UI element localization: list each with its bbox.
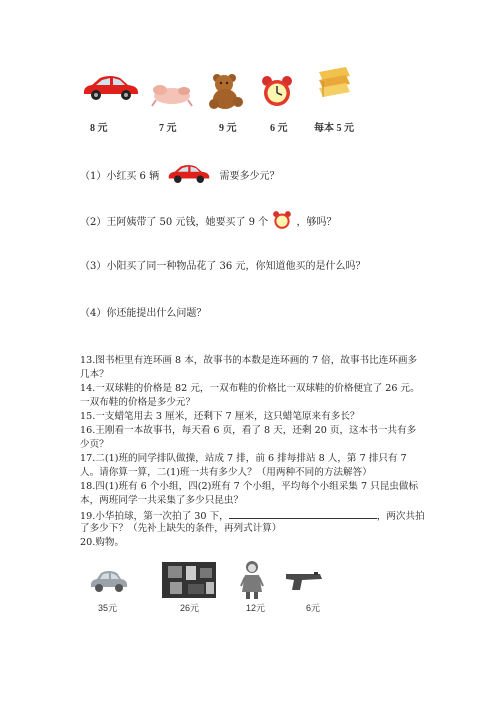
bottom-item-toy-car (88, 568, 130, 596)
books-icon (316, 64, 352, 102)
toy-gun-icon (284, 570, 324, 594)
doll-icon (240, 560, 264, 600)
puzzle-icon (162, 562, 216, 598)
problem-line: 了多少下？（先补上缺失的条件，再列式计算） (80, 523, 282, 534)
question-2-after: ，够吗？ (296, 217, 337, 228)
bottom-item-puzzle (162, 562, 216, 598)
question-2 (80, 210, 337, 235)
alarm-clock-icon (260, 74, 294, 108)
question-1-before: （1）小红买 6 辆 (80, 171, 160, 182)
top-item-toy (150, 80, 194, 108)
question-3: （3）小阳买了同一种物品花了 36 元，你知道他买的是什么吗？ (80, 261, 366, 272)
bottom-item-doll (240, 560, 264, 600)
problem-line: 18.四(1)班有 6 个小组，四(2)班有 7 个小组，平均每个小组采集 7 只昆虫做标 (80, 481, 419, 492)
problem-line: 人。请你算一算，二(1)班一共有多少人？（用两种不同的方法解答） (80, 467, 372, 478)
top-price-toy: 7 元 (159, 123, 177, 134)
top-price-clock: 6 元 (270, 123, 288, 134)
toy-icon (150, 80, 194, 108)
question-2-before: （2）王阿姨带了 50 元钱，她要买了 9 个 (80, 217, 269, 228)
problem-line: 一双布鞋的价格是多少元？ (80, 397, 196, 408)
top-item-car (80, 72, 142, 104)
bottom-price-toy-car: 35元 (98, 603, 118, 613)
problem-line: 16.王刚看一本故事书，每天看 6 页，看了 8 天，还剩 20 页，这本书一共有多 (80, 425, 417, 436)
problem-19-start: 19.小华拍球，第一次拍了 30 下， (80, 511, 229, 522)
bottom-price-puzzle: 26元 (180, 603, 200, 613)
problem-line: 本，两班同学一共采集了多少只昆虫？ (80, 495, 244, 506)
top-item-bear (208, 72, 244, 110)
question-4: （4）你还能提出什么问题？ (80, 308, 207, 319)
problem-line: 20.购物。 (80, 537, 125, 548)
car-icon (80, 72, 142, 104)
bottom-price-toy-gun: 6元 (306, 603, 321, 613)
problem-line: 17.二(1)班的同学排队做操，站成 7 排，前 6 排每排站 8 人，第 7 排只有 7 (80, 453, 407, 464)
teddy-bear-icon (208, 72, 244, 110)
problem-19-end: ，两次共拍 (376, 511, 425, 522)
top-item-books (316, 64, 352, 102)
problem-line: 14.一双球鞋的价格是 82 元，一双布鞋的价格比一双球鞋的价格便宜了 26 元。 (80, 383, 420, 394)
question-1 (80, 162, 279, 191)
fill-blank[interactable] (229, 508, 377, 519)
bottom-item-toy-gun (284, 570, 324, 594)
question-1-after: 需要多少元？ (219, 171, 280, 182)
car-icon (164, 162, 214, 191)
problem-line: 15.一支蜡笔用去 3 厘米，还剩下 7 厘米，这只蜡笔原来有多长？ (80, 411, 360, 422)
bottom-price-doll: 12元 (246, 603, 266, 613)
problem-19 (80, 508, 425, 523)
top-price-car: 8 元 (90, 123, 108, 134)
problem-line: 13.图书柜里有连环画 8 本，故事书的本数是连环画的 7 倍，故事书比连环画多 (80, 355, 418, 366)
alarm-clock-icon (271, 210, 293, 235)
top-price-books: 每本 5 元 (314, 123, 354, 134)
problem-line: 少页？ (80, 439, 109, 450)
toy-car-icon (88, 568, 130, 596)
top-price-bear: 9 元 (219, 123, 237, 134)
problem-line: 几本？ (80, 369, 109, 380)
top-item-clock (260, 74, 294, 108)
